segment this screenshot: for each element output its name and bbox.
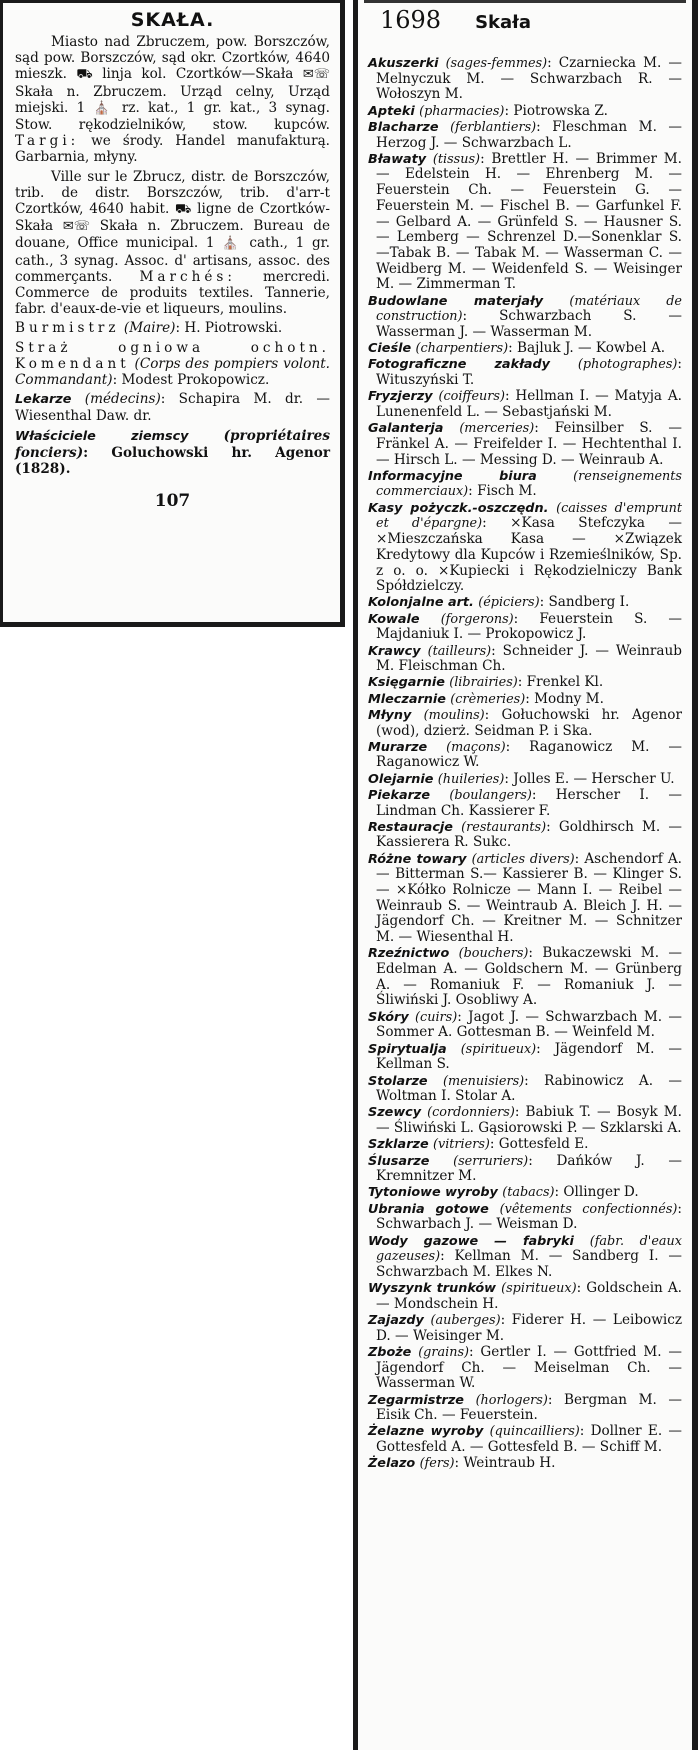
- category-label-fr: (quincailliers): [489, 1424, 580, 1440]
- category-label-fr: (coiffeurs): [438, 389, 505, 405]
- doctors-entry: [15, 391, 330, 424]
- french-description-offices: Skała n. Zbruczem. Bureau de douane, Office municipal. 1: [15, 218, 330, 252]
- category-label-fr: (épiciers): [478, 595, 540, 611]
- business-names: : Wituszyński T.: [376, 356, 682, 389]
- directory-entry: [368, 104, 682, 120]
- railway-icon: ⛟: [76, 67, 93, 83]
- directory-entry: [368, 788, 682, 819]
- category-label-fr: (spiritueux): [460, 1041, 537, 1057]
- business-names: : Gołuchowski hr. Agenor (wod), dzierż. Seidman P. i Ska.: [376, 706, 682, 739]
- category-label-fr: (vêtements confectionnés): [499, 1201, 678, 1217]
- category-label: Zegarmistrze: [368, 1392, 464, 1408]
- category-label-fr: (horlogers): [475, 1392, 548, 1408]
- category-label: Budowlane materjały: [368, 293, 544, 309]
- polish-description: [15, 34, 330, 166]
- right-page-business-directory: [353, 0, 698, 1750]
- business-names: : Goldhirsch M. — Kassierera R. Sukc.: [376, 818, 682, 851]
- business-names: : Ollinger D.: [554, 1184, 639, 1201]
- directory-entry: [368, 1105, 682, 1136]
- category-label: Rzeźnictwo: [368, 946, 450, 962]
- category-label: Zajazdy: [368, 1313, 424, 1329]
- category-label: Księgarnie: [368, 675, 445, 691]
- category-label-fr: (pharmacies): [419, 103, 505, 119]
- business-names: : Jägendorf M. — Kellman S.: [376, 1040, 682, 1073]
- business-names: : Dollner E. — Gottesfeld A. — Gottesfeld B. — Schiff M.: [376, 1423, 682, 1456]
- directory-entry: [368, 1202, 682, 1233]
- category-label: Akuszerki: [368, 56, 439, 71]
- directory-entry: [368, 740, 682, 771]
- directory-entry: [368, 1456, 682, 1472]
- business-names: : Frenkel Kl.: [517, 674, 604, 691]
- category-label: Szklarze: [368, 1137, 429, 1153]
- category-label-fr: (bouchers): [458, 946, 529, 962]
- directory-entry: [368, 692, 682, 708]
- business-names: : Feuerstein S. — Majdaniuk I. — Prokopowicz J.: [376, 610, 683, 643]
- category-label-fr: (caisses d'emprunt et d'épargne): [376, 500, 682, 532]
- french-description: [15, 169, 330, 318]
- category-label-fr: (spiritueux): [501, 1281, 577, 1297]
- landowners-entry: [15, 428, 330, 478]
- french-description-rail: ligne de Czortków-Skała: [15, 201, 330, 235]
- telegraph-icon: ☏: [313, 67, 330, 83]
- business-names: : Weintraub H.: [454, 1455, 556, 1472]
- directory-entry: [368, 1137, 682, 1153]
- category-label: Ubrania gotowe: [368, 1201, 489, 1217]
- category-label-fr: (ferblantiers): [450, 119, 537, 135]
- category-label-fr: (articles divers): [471, 851, 575, 867]
- directory-entry: [368, 1313, 682, 1344]
- page-number: 1698: [380, 6, 442, 34]
- category-label-fr: (renseignements commerciaux): [376, 468, 682, 500]
- directory-entry: [368, 1424, 682, 1455]
- mayor-entry: [15, 320, 330, 336]
- landowners-label-fr: (propriétaires fonciers): [15, 427, 330, 461]
- polish-description-offices: Skała n. Zbruczem. Urząd celny, Urząd miejski. 1: [15, 83, 330, 116]
- business-names: : Sandberg I.: [539, 594, 630, 611]
- category-label-fr: (matériaux de construction): [376, 293, 682, 325]
- category-label: Skóry: [368, 1009, 409, 1025]
- polish-description-churches: rz. kat., 1 gr. kat., 3 synag. Stow. rękodzielników, stow. kupców.: [15, 99, 330, 134]
- directory-entry: [368, 772, 682, 788]
- directory-entry: [368, 1234, 682, 1281]
- category-label: Apteki: [368, 103, 415, 119]
- targi-label: Targi:: [15, 133, 80, 150]
- business-names: : Czarniecka M. — Melnyczuk M. — Schwarzbach R. — Wołoszyn M.: [376, 55, 682, 103]
- category-label: Tytoniowe wyroby: [368, 1185, 498, 1201]
- directory-entry: [368, 56, 682, 103]
- directory-entry: [368, 357, 682, 388]
- category-label-fr: (cuirs): [415, 1009, 458, 1025]
- page-number: 107: [154, 491, 191, 512]
- category-label: Krawcy: [368, 643, 421, 659]
- directory-entry: [368, 294, 682, 341]
- business-names: : Babiuk T. — Bosyk M. — Śliwiński L. Gąsiorowski P. — Szklarski A.: [376, 1104, 682, 1137]
- directory-entry: [368, 644, 682, 675]
- category-label-fr: (restaurants): [461, 819, 547, 835]
- category-label: Blacharze: [368, 119, 439, 135]
- fire-brigade-label-fr: (Corps des pompiers volont. Commandant): [15, 355, 330, 389]
- category-label: Stolarze: [368, 1073, 428, 1089]
- business-names: : Raganowicz M. — Raganowicz W.: [376, 738, 682, 771]
- business-names: : Bergman M. — Eisik Ch. — Feuerstein.: [376, 1391, 682, 1424]
- railway-icon: ⛟: [175, 202, 192, 218]
- category-label: Mleczarnie: [368, 691, 446, 707]
- category-label-fr: (merceries): [459, 421, 535, 437]
- business-names: : Bukaczewski M. — Edelman A. — Goldschern M. — Grünberg A. — Romaniuk F. — Romaniuk J. — Śliwiński J. Osobliwy A.: [376, 945, 682, 1009]
- fire-brigade-value: : Modest Prokopowicz.: [112, 372, 270, 389]
- category-label: Wyszynk trunków: [368, 1281, 497, 1297]
- running-title: Skała: [475, 12, 531, 33]
- category-label: Młyny: [368, 707, 412, 723]
- landowners-value: : Goluchowski hr. Agenor (1828).: [15, 444, 330, 478]
- business-names: : Modny M.: [525, 690, 604, 707]
- directory-entry: [368, 152, 682, 293]
- business-names: : Fiderer H. — Leibowicz D. — Weisinger M.: [376, 1312, 682, 1344]
- category-label-fr: (tissus): [432, 151, 481, 167]
- town-title: SKAŁA.: [130, 9, 215, 31]
- category-label: Ślusarze: [368, 1153, 430, 1169]
- directory-entry: [368, 1345, 682, 1392]
- directory-entry: [368, 389, 682, 420]
- landowners-label: Właściciele ziemscy: [15, 428, 189, 444]
- fire-brigade-label: Straż ogniowa ochotn. Komendant: [15, 339, 330, 372]
- category-label: Żelazne wyroby: [368, 1424, 484, 1440]
- business-names: : Dańków J. — Kremnitzer M.: [376, 1152, 682, 1185]
- category-label: Żelazo: [368, 1456, 416, 1472]
- business-names: : Bajluk J. — Kowbel A.: [508, 340, 666, 357]
- category-label-fr: (librairies): [449, 675, 518, 691]
- category-label-fr: (photographes): [577, 357, 678, 373]
- french-description-market: mercredi. Commerce de produits textiles. Tannerie, fabr. d'eaux-de-vie et liqueurs, moulins.: [15, 268, 331, 318]
- business-names: : Fisch M.: [468, 483, 537, 500]
- directory-entry: [368, 820, 682, 851]
- marches-label: Marchés:: [139, 268, 236, 285]
- business-names: : Jolles E. — Herscher U.: [504, 770, 675, 787]
- category-label: Galanterja: [368, 421, 444, 437]
- directory-entry: [368, 1393, 682, 1424]
- directory-entry: [368, 1154, 682, 1185]
- category-label-fr: (sages-femmes): [445, 56, 548, 71]
- doctors-label-fr: (médecins): [84, 391, 161, 408]
- category-label-fr: (auberges): [430, 1313, 501, 1329]
- business-names: : Gottesfeld E.: [489, 1136, 589, 1153]
- directory-entry: [368, 1042, 682, 1073]
- category-label: Kasy pożyczk.-oszczędn.: [368, 500, 549, 516]
- business-names: : Rabinowicz A. — Woltman I. Stolar A.: [376, 1072, 682, 1105]
- category-label-fr: (forgerons): [440, 611, 514, 627]
- category-label-fr: (tailleurs): [427, 643, 492, 659]
- directory-entry: [368, 1185, 682, 1201]
- directory-entry: [368, 1010, 682, 1041]
- category-label: Restauracje: [368, 819, 453, 835]
- business-names: : Aschendorf A. — Bitterman S.— Kassierer B. — Klinger S. — ×Kółko Rolnicze — Mann I. — Reibel — Weinraub S. — Weintraub A. Bleich J. H. — Jägendorf Ch. — Kreitner M. — Schnitzer M. — Wiesenthal H.: [376, 850, 682, 946]
- directory-entry: [368, 120, 682, 151]
- category-label-fr: (serruriers): [453, 1153, 529, 1169]
- category-label-fr: (moulins): [423, 707, 485, 723]
- category-label: Szewcy: [368, 1105, 422, 1121]
- business-names: : ×Kasa Stefczyka — ×Mieszczańska Kasa — ×Związek Kredytowy dla Kupców i Rzemieślników, Sp. z o. o. ×Kupiecki i Rękodzielniczy Bank Spółdzielczy.: [376, 515, 682, 595]
- directory-entry: [368, 1281, 682, 1312]
- business-names: : Schwarbach J. — Weisman D.: [376, 1200, 682, 1233]
- post-office-icon: ✉: [62, 219, 74, 235]
- business-names: : Fleschman M. — Herzog J. — Schwarzbach L.: [376, 118, 682, 151]
- category-label-fr: (menuisiers): [442, 1073, 525, 1089]
- business-names: : Goldschein A. — Mondschein H.: [376, 1280, 682, 1312]
- directory-entry: [368, 501, 682, 595]
- category-label: Piekarze: [368, 787, 431, 803]
- category-label-fr: (fers): [419, 1456, 455, 1472]
- category-label-fr: (charpentiers): [415, 341, 509, 357]
- category-label-fr: (maçons): [446, 739, 506, 755]
- french-description-churches: cath., 1 gr. cath., 3 synag. Assoc. d' artisans, assoc. des commerçants.: [15, 235, 330, 285]
- directory-entry: [368, 708, 682, 739]
- directory-entry: [368, 675, 682, 691]
- category-label: Murarze: [368, 739, 428, 755]
- post-office-icon: ✉: [302, 67, 314, 83]
- category-label: Wody gazowe — fabryki: [368, 1233, 574, 1249]
- category-label: Kowale: [368, 611, 420, 627]
- business-names: : Brettler H. — Brimmer M. — Edelstein H. — Ehrenberg M. — Feuerstein Ch. — Feuerstein G. — Feuerstein M. — Fischel B. — Garfunkel F. — Gelbard A. — Grünfeld S. — Hausner S. — Lemberg — Schrenzel D.—Sonenklar S. —Tabak B. — Tabak M. — Wasserman C. — Weidberg M. — Weidenfeld S. — Weisinger M. — Zimmerman T.: [376, 150, 683, 293]
- business-names: : Schneider J. — Weinraub M. Fleischman Ch.: [376, 642, 682, 675]
- business-names: : Schwarzbach S. — Wasserman J. — Wasserman M.: [376, 308, 682, 340]
- business-names: : Jagot J. — Schwarzbach M. — Sommer A. Gottesman B. — Weinfeld M.: [376, 1008, 682, 1041]
- business-names: : Gertler I. — Gottfried M. — Jägendorf Ch. — Meiselman Ch. — Wasserman W.: [376, 1343, 682, 1392]
- business-names: : Kellman M. — Sandberg I. — Schwarzbach M. Elkes N.: [376, 1248, 682, 1280]
- fire-brigade-entry: [15, 340, 330, 389]
- directory-entry: [368, 1074, 682, 1105]
- category-label: Cieśle: [368, 341, 412, 357]
- category-label-fr: (crèmeries): [450, 691, 526, 707]
- directory-entry: [368, 469, 682, 500]
- category-label: Fryzjerzy: [368, 389, 433, 405]
- directory-entry: [368, 946, 682, 1009]
- category-label: Informacyjne biura: [368, 468, 537, 484]
- category-label-fr: (cordonniers): [427, 1105, 515, 1121]
- directory-entry: [368, 341, 682, 357]
- directory-entry: [368, 852, 682, 946]
- polish-description-rail: linja kol. Czortków—Skała: [102, 66, 294, 83]
- directory-entry: [368, 595, 682, 611]
- business-names: : Hellman I. — Matyja A. Lunenenfeld L. — Sebastjański M.: [376, 388, 682, 420]
- doctors-label: Lekarze: [15, 392, 72, 408]
- category-label: Różne towary: [368, 851, 467, 867]
- business-names: : Piotrowska Z.: [504, 102, 608, 119]
- category-label: Olejarnie: [368, 771, 434, 787]
- category-label: Zboże: [368, 1344, 412, 1360]
- category-label-fr: (fabr. d'eaux gazeuses): [376, 1233, 682, 1265]
- church-icon: ⛪: [222, 236, 242, 252]
- mayor-value: : H. Piotrowski.: [175, 320, 283, 337]
- church-icon: ⛪: [93, 100, 114, 116]
- mayor-label-fr: (Maire): [123, 320, 176, 337]
- category-label-fr: (huileries): [437, 771, 505, 787]
- category-label: Bławaty: [368, 151, 427, 167]
- directory-entry: [368, 421, 682, 468]
- category-label: Spirytualja: [368, 1041, 447, 1057]
- category-label-fr: (vitriers): [432, 1137, 490, 1153]
- category-label-fr: (boulangers): [449, 787, 532, 803]
- polish-description-market: we środy. Handel manufakturą. Garbarnia, młyny.: [15, 133, 330, 166]
- running-head: [368, 6, 682, 34]
- telegraph-icon: ☏: [73, 219, 91, 235]
- directory-entry: [368, 612, 682, 643]
- polish-description-text: Miasto nad Zbruczem, pow. Borszczów, sąd pow. Borszczów, sąd okr. Czortków, 4640 mieszk.: [15, 34, 330, 83]
- category-label-fr: (tabacs): [502, 1185, 555, 1201]
- business-names: : Herscher I. — Lindman Ch. Kassierer F.: [376, 786, 682, 819]
- french-description-text: Ville sur le Zbrucz, distr. de Borszczów, trib. de distr. Borszczów, trib. d'arr-t Czortków, 4640 habit.: [15, 168, 330, 218]
- category-label: Fotograficzne zakłady: [368, 357, 551, 373]
- category-label: Kolonjalne art.: [368, 595, 474, 611]
- mayor-label: Burmistrz: [15, 320, 120, 337]
- doctors-value: : Schapira M. dr. — Wiesenthal Daw. dr.: [15, 391, 330, 425]
- category-label-fr: (grains): [418, 1344, 470, 1360]
- business-names: : Feinsilber S. — Fränkel A. — Freifelder I. — Hechtenthal I. — Hirsch L. — Messing D. — Weinraub A.: [376, 420, 682, 468]
- directory-list: [368, 56, 682, 1472]
- left-page-skala-entry: [0, 0, 345, 627]
